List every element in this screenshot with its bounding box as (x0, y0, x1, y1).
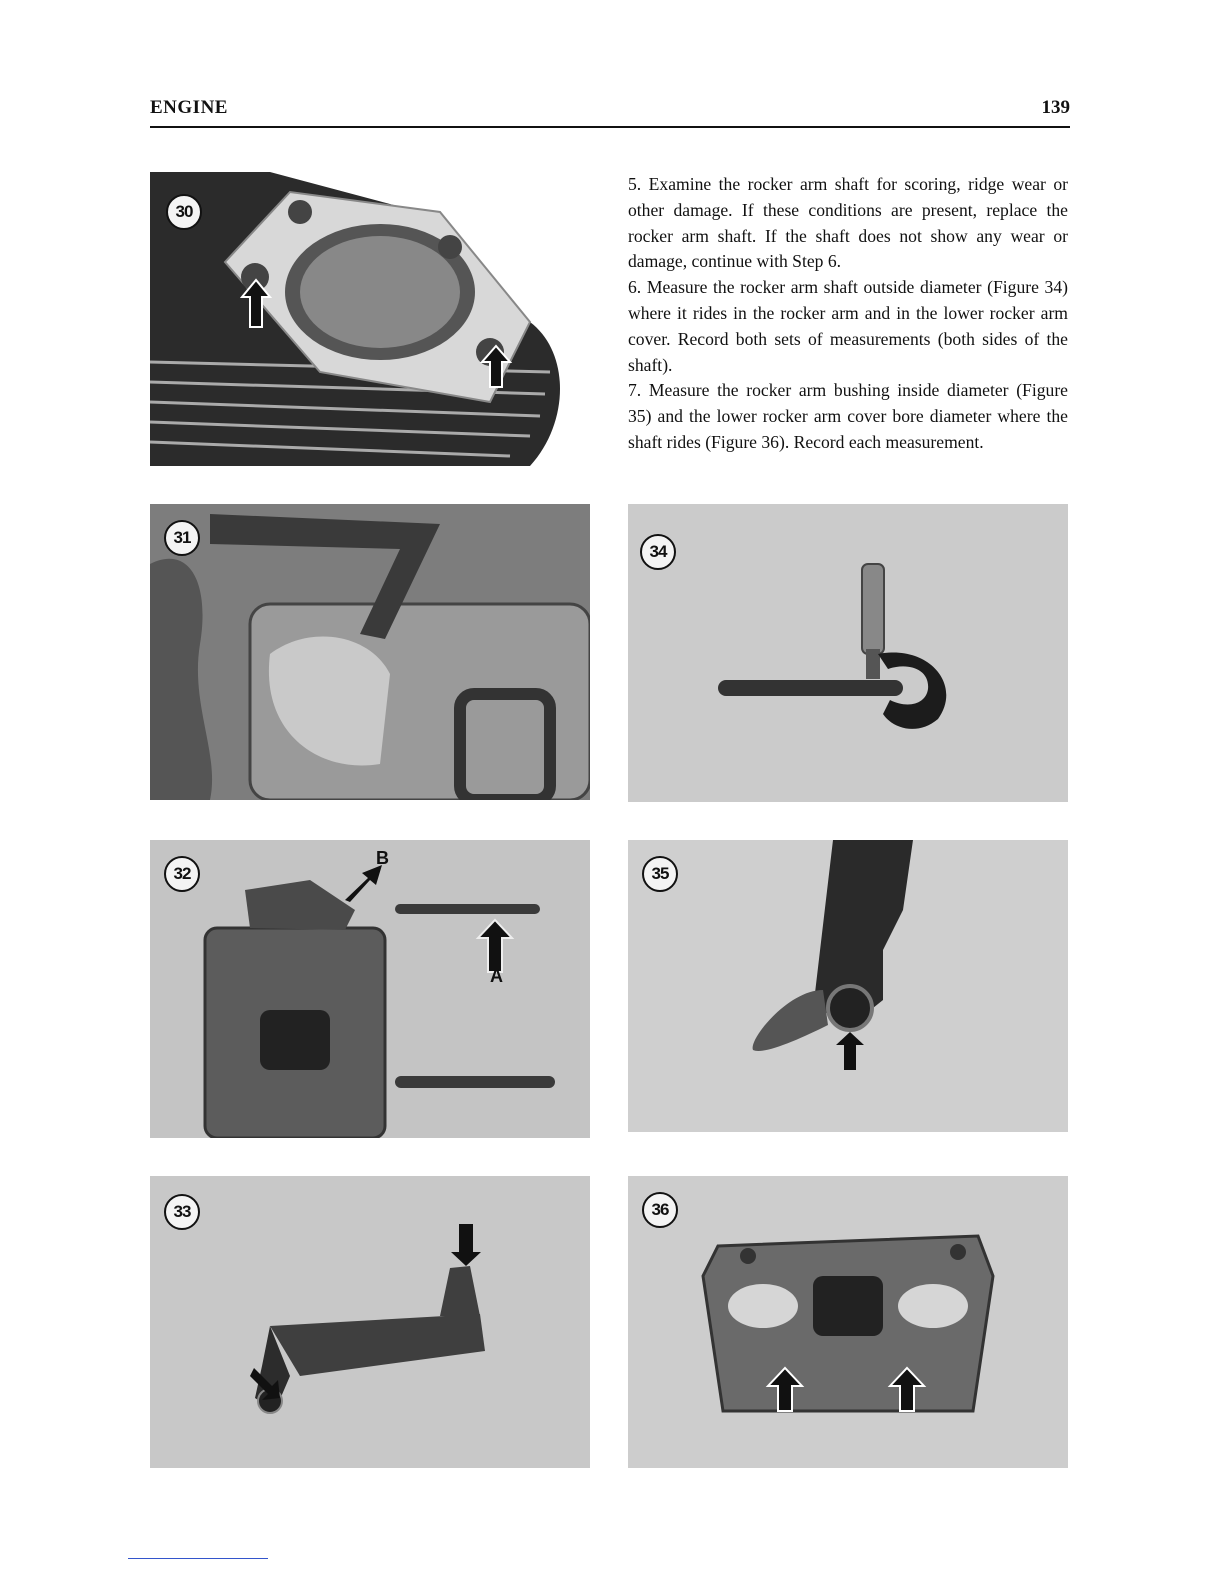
micrometer-measuring-shaft-illustration (628, 504, 1068, 802)
procedure-text (628, 172, 1068, 456)
rocker-cover-removal-illustration (150, 504, 590, 800)
lower-rocker-cover-illustration (628, 1176, 1068, 1468)
callout-a-label: A (490, 966, 503, 986)
figure-31-photo (150, 504, 590, 800)
figure-32-photo (150, 840, 590, 1138)
rocker-arm-illustration (150, 1176, 590, 1468)
figure-36-photo (628, 1176, 1068, 1468)
step-5-paragraph: 5. Examine the rocker arm shaft for scoring, ridge wear or other damage. If these conditions are present, replace the rocker arm shaft. If the shaft does not show any wear or damage, continue with Step 6. (628, 174, 1068, 272)
section-title: ENGINE (150, 97, 228, 118)
header-rule (150, 126, 1070, 128)
step-7-paragraph: 7. Measure the rocker arm bushing inside diameter (Figure 35) and the lower rocker arm cover bore diameter where the shaft rides (Figure 36). Record each measurement. (628, 380, 1068, 452)
rocker-cover-shafts-illustration (150, 840, 590, 1138)
figure-34-photo (628, 504, 1068, 802)
page-number: 139 (1041, 97, 1070, 118)
figure-30-number: 30 (166, 194, 202, 230)
rocker-arm-bushing-illustration (628, 840, 1068, 1132)
figure-33-number: 33 (164, 1194, 200, 1230)
figure-35-photo (628, 840, 1068, 1132)
figure-35-number: 35 (642, 856, 678, 892)
footer-rule (128, 1558, 268, 1559)
figure-32-number: 32 (164, 856, 200, 892)
figure-30-photo (150, 172, 564, 466)
figure-33-photo (150, 1176, 590, 1468)
figure-31-number: 31 (164, 520, 200, 556)
figure-34-number: 34 (640, 534, 676, 570)
step-6-paragraph: 6. Measure the rocker arm shaft outside diameter (Figure 34) where it rides in the rocker arm and in the lower rocker arm cover. Record both sets of measurements (both sides of the shaft). (628, 277, 1068, 375)
cylinder-head-illustration (150, 172, 564, 466)
callout-b-label: B (376, 848, 389, 868)
figure-36-number: 36 (642, 1192, 678, 1228)
